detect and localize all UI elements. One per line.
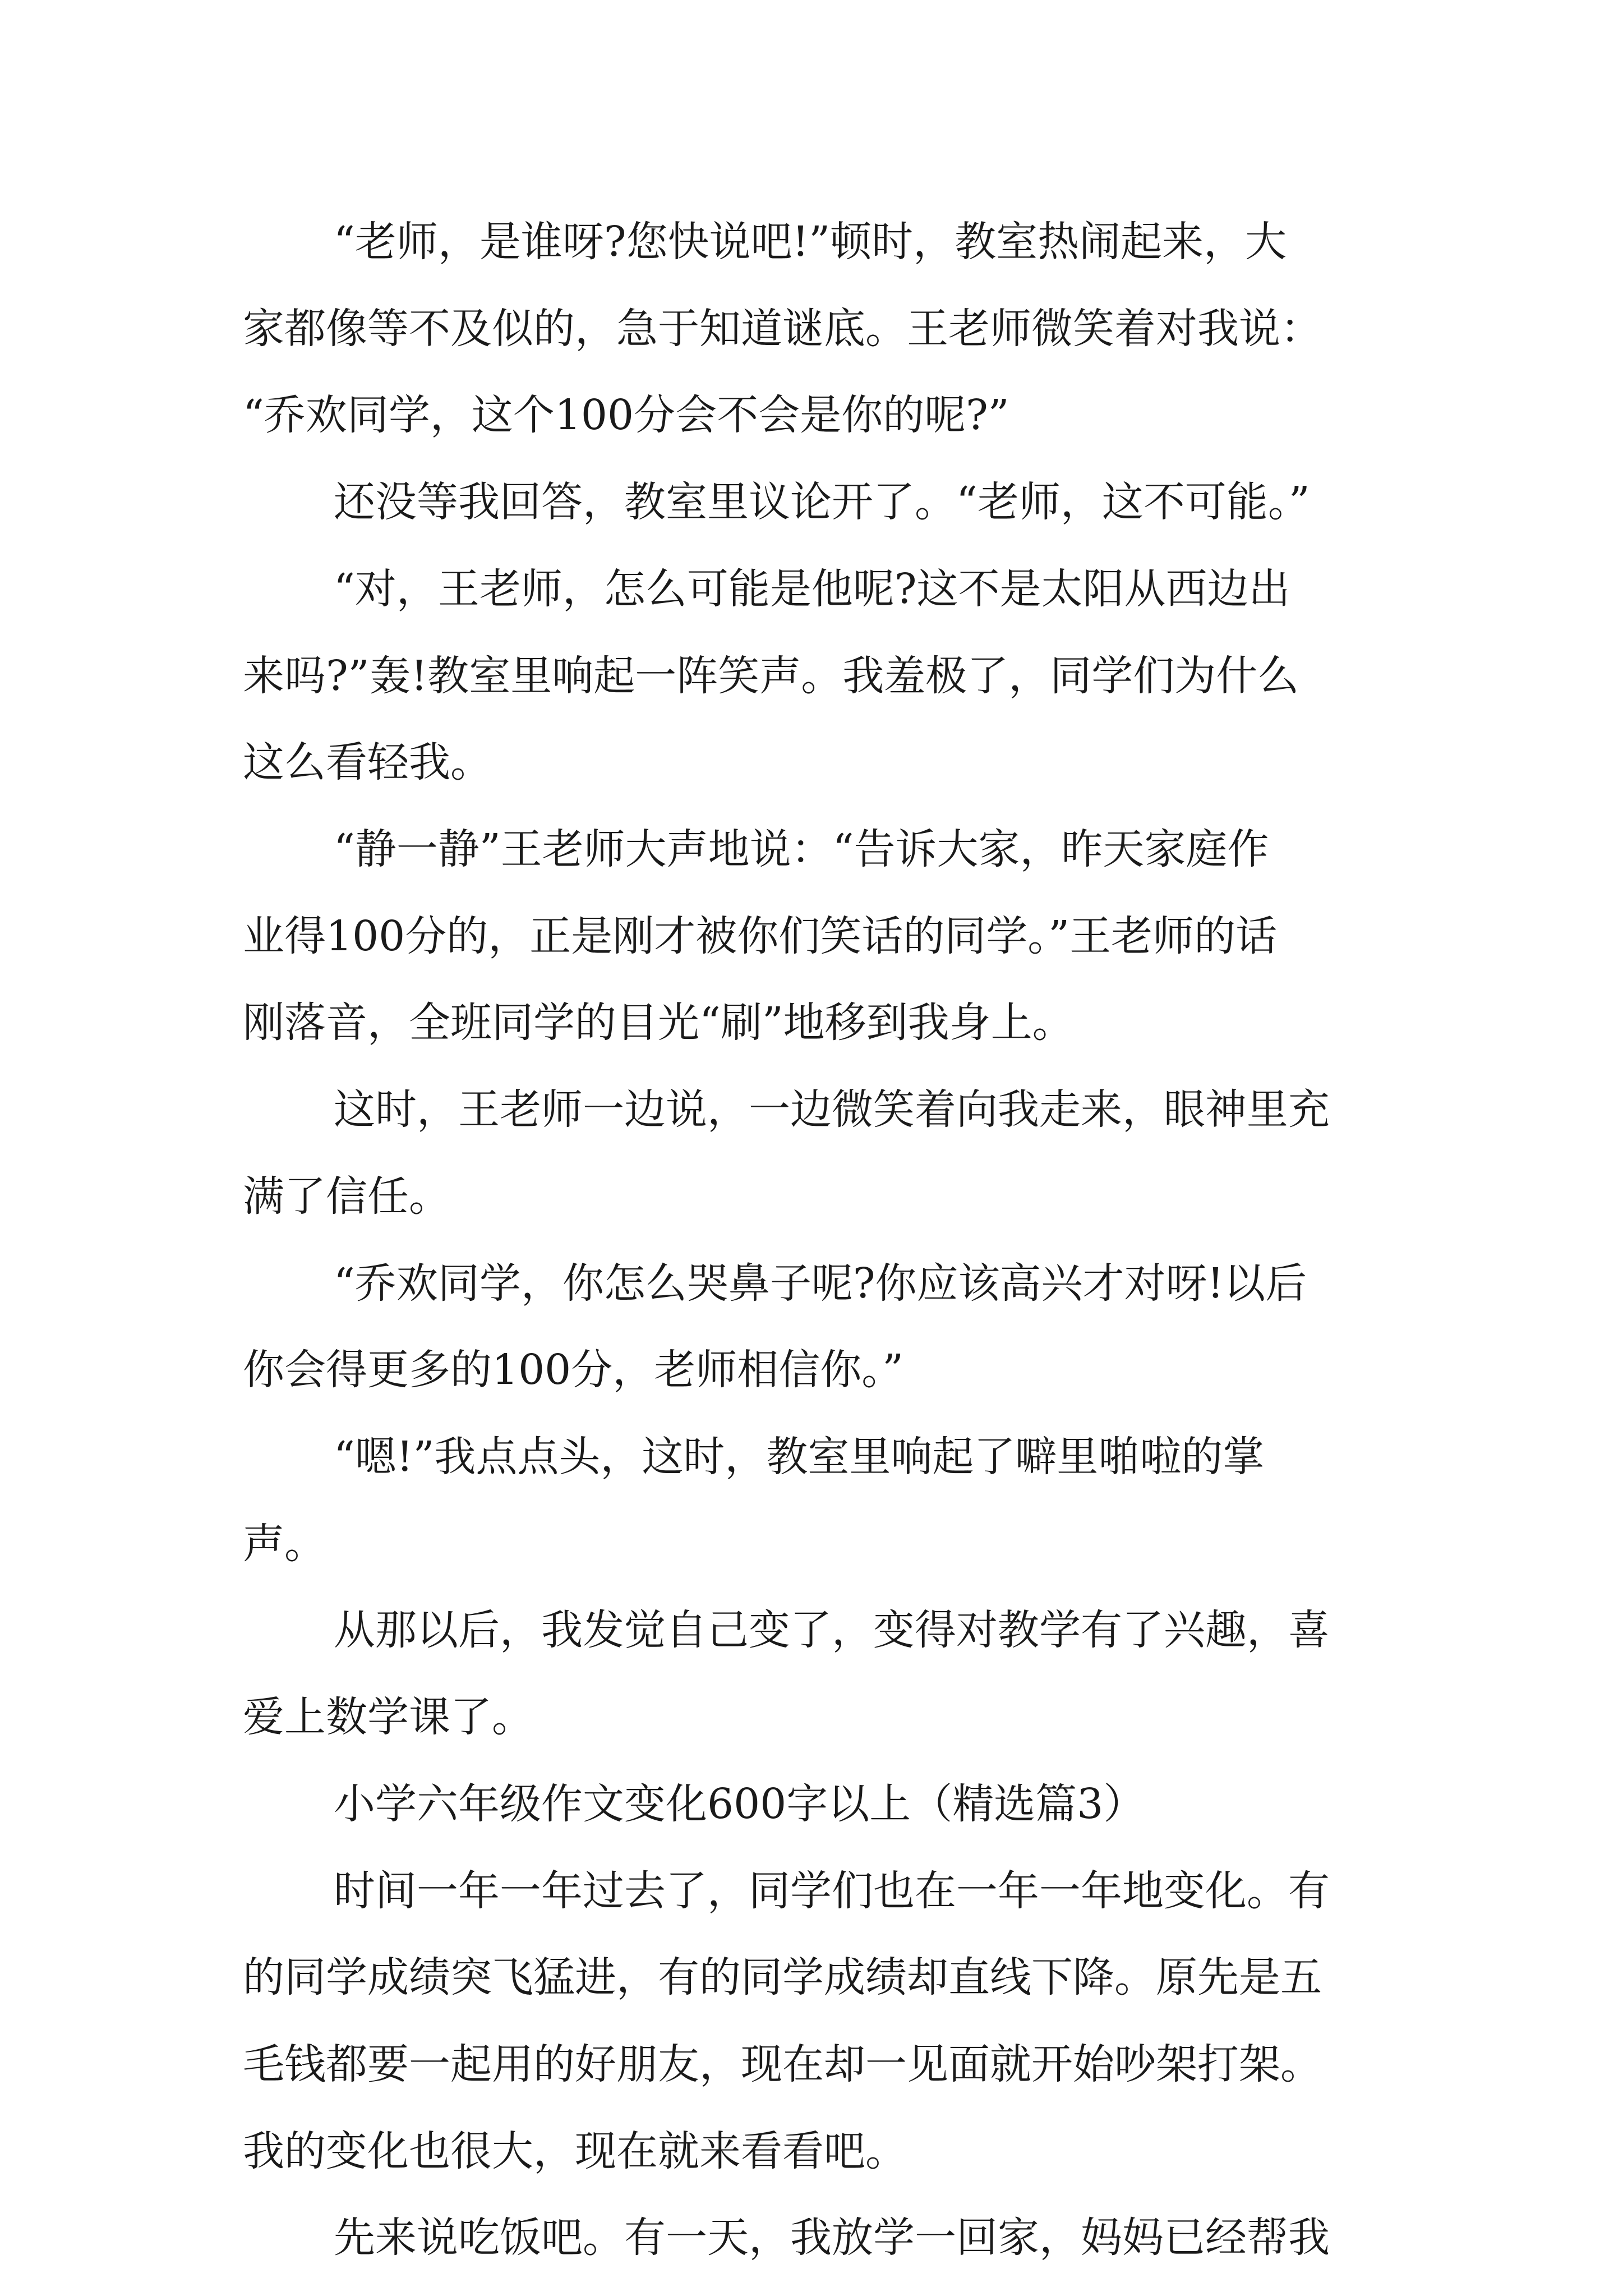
text-line: “乔欢同学，这个100分会不会是你的呢?” [243, 391, 1009, 439]
text-line: 刚落音，全班同学的目光“刷”地移到我身上。 [243, 999, 1074, 1047]
section-heading: 小学六年级作文变化600字以上（精选篇3） [334, 1780, 1145, 1828]
text-line: “嗯!”我点点头，这时，教室里响起了噼里啪啦的掌 [334, 1433, 1265, 1481]
text-line: 声。 [243, 1520, 326, 1568]
text-line: 从那以后，我发觉自己变了，变得对教学有了兴趣，喜 [334, 1606, 1330, 1654]
text-line: “静一静”王老师大声地说：“告诉大家，昨天家庭作 [334, 825, 1269, 873]
text-line: 这么看轻我。 [243, 738, 492, 786]
text-line: “对，王老师，怎么可能是他呢?这不是太阳从西边出 [334, 565, 1290, 613]
text-line: 我的变化也很大，现在就来看看吧。 [243, 2127, 907, 2175]
text-line: 时间一年一年过去了，同学们也在一年一年地变化。有 [334, 1867, 1330, 1915]
text-line: 这时，王老师一边说，一边微笑着向我走来，眼神里充 [334, 1085, 1330, 1134]
text-line: 满了信任。 [243, 1172, 450, 1221]
text-line: 业得100分的，正是刚才被你们笑话的同学。”王老师的话 [243, 912, 1278, 960]
text-line: 毛钱都要一起用的好朋友，现在却一见面就开始吵架打架。 [243, 2040, 1322, 2088]
text-line: “乔欢同学，你怎么哭鼻子呢?你应该高兴才对呀!以后 [334, 1259, 1307, 1308]
text-line: 家都像等不及似的，急于知道谜底。王老师微笑着对我说： [243, 305, 1322, 353]
text-line: 你会得更多的100分，老师相信你。” [243, 1346, 904, 1394]
text-line: “老师，是谁呀?您快说吧!”顿时，教室热闹起来，大 [334, 218, 1287, 266]
text-line: 来吗?”轰!教室里响起一阵笑声。我羞极了，同学们为什么 [243, 652, 1299, 700]
text-line: 爱上数学课了。 [243, 1693, 533, 1741]
text-line: 还没等我回答，教室里议论开了。“老师，这不可能。” [334, 478, 1310, 526]
text-line: 的同学成绩突飞猛进，有的同学成绩却直线下降。原先是五 [243, 1953, 1322, 2001]
text-line: 先来说吃饭吧。有一天，我放学一回家，妈妈已经帮我 [334, 2214, 1330, 2262]
